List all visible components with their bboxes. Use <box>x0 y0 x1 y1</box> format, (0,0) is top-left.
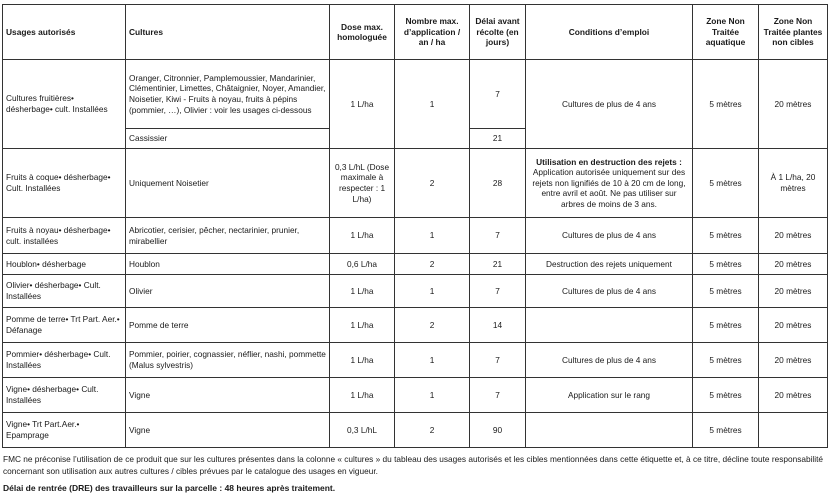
cell-znt-plantes: 20 mètres <box>759 218 828 254</box>
cell-znt-plantes <box>759 413 828 448</box>
header-usage: Usages autorisés <box>3 5 126 60</box>
table-row <box>3 218 828 254</box>
cell-dose: 0,3 L/hL <box>330 413 395 448</box>
table-row <box>3 378 828 413</box>
cell-conditions: Cultures de plus de 4 ans <box>526 343 693 378</box>
header-znt-plantes: Zone Non Traitée plantes non cibles <box>759 5 828 60</box>
cell-dose: 1 L/ha <box>330 308 395 343</box>
cell-usage: Olivier• désherbage• Cult. Installées <box>3 275 126 308</box>
cell-applications: 1 <box>395 60 470 149</box>
cell-conditions <box>526 149 693 218</box>
cell-dose: 1 L/ha <box>330 343 395 378</box>
cell-cultures: Uniquement Noisetier <box>126 149 330 218</box>
cell-znt-aquatique: 5 mètres <box>693 60 759 149</box>
cell-delai: 7 <box>470 218 526 254</box>
cell-conditions: Cultures de plus de 4 ans <box>526 218 693 254</box>
header-dose: Dose max. homologuée <box>330 5 395 60</box>
cell-cultures: Pommier, poirier, cognassier, néflier, nashi, pommette (Malus sylvestris) <box>126 343 330 378</box>
table-row <box>3 413 828 448</box>
disclaimer-note: FMC ne préconise l’utilisation de ce produit que sur les cultures présentes dans la colonne « cultures » du tableau des usages autorisés et les cibles mentionnées dans cette étiquette et, à ce titre, décline toute responsabilité concernant son utilisation aux autres cultures / cibles prévues par le catalogue des usages en vigueur. <box>3 454 824 476</box>
table-row <box>3 60 828 129</box>
cell-znt-plantes: 20 mètres <box>759 378 828 413</box>
cell-cultures: Abricotier, cerisier, pêcher, nectarinier, prunier, mirabellier <box>126 218 330 254</box>
cell-cultures: Cassissier <box>126 129 330 149</box>
cell-usage: Fruits à noyau• désherbage• cult. installées <box>3 218 126 254</box>
cell-znt-aquatique: 5 mètres <box>693 275 759 308</box>
cell-znt-plantes: 20 mètres <box>759 343 828 378</box>
cell-applications: 1 <box>395 343 470 378</box>
cell-usage: Vigne• Trt Part.Aer.• Epamprage <box>3 413 126 448</box>
cell-delai: 14 <box>470 308 526 343</box>
cell-cultures: Olivier <box>126 275 330 308</box>
cell-delai: 90 <box>470 413 526 448</box>
cell-conditions: Cultures de plus de 4 ans <box>526 60 693 149</box>
cell-cultures: Houblon <box>126 254 330 275</box>
cell-znt-plantes: À 1 L/ha, 20 mètres <box>759 149 828 218</box>
header-cultures: Cultures <box>126 5 330 60</box>
table-row <box>3 343 828 378</box>
cell-dose: 1 L/ha <box>330 60 395 149</box>
cell-applications: 2 <box>395 149 470 218</box>
cell-znt-aquatique: 5 mètres <box>693 343 759 378</box>
cell-conditions: Destruction des rejets uniquement <box>526 254 693 275</box>
cell-dose: 1 L/ha <box>330 378 395 413</box>
cell-applications: 2 <box>395 413 470 448</box>
table-row <box>3 254 828 275</box>
cell-cultures: Vigne <box>126 378 330 413</box>
cell-usage: Fruits à coque• désherbage• Cult. Installées <box>3 149 126 218</box>
header-znt-aquatique: Zone Non Traitée aquatique <box>693 5 759 60</box>
cell-usage: Vigne• désherbage• Cult. Installées <box>3 378 126 413</box>
header-delai: Délai avant récolte (en jours) <box>470 5 526 60</box>
cell-cultures: Pomme de terre <box>126 308 330 343</box>
cell-znt-plantes: 20 mètres <box>759 254 828 275</box>
cell-cultures: Vigne <box>126 413 330 448</box>
table-row <box>3 275 828 308</box>
table-row <box>3 149 828 218</box>
cell-delai: 7 <box>470 275 526 308</box>
conditions-text: Application autorisée uniquement sur des rejets non lignifiés de 10 à 20 cm de long, entre avril et août. Ne pas utiliser sur arbres de moins de 3 ans. <box>532 167 686 209</box>
cell-znt-plantes: 20 mètres <box>759 60 828 149</box>
cell-usage: Pomme de terre• Trt Part. Aer.• Défanage <box>3 308 126 343</box>
cell-applications: 1 <box>395 218 470 254</box>
cell-dose: 1 L/ha <box>330 218 395 254</box>
conditions-title: Utilisation en destruction des rejets : <box>536 156 682 167</box>
cell-applications: 1 <box>395 378 470 413</box>
cell-delai: 21 <box>470 129 526 149</box>
cell-znt-aquatique: 5 mètres <box>693 308 759 343</box>
cell-znt-aquatique: 5 mètres <box>693 149 759 218</box>
cell-znt-plantes: 20 mètres <box>759 275 828 308</box>
cell-delai: 28 <box>470 149 526 218</box>
cell-conditions <box>526 308 693 343</box>
table-row <box>3 308 828 343</box>
cell-dose: 0,6 L/ha <box>330 254 395 275</box>
cell-delai: 7 <box>470 343 526 378</box>
header-row <box>3 5 828 60</box>
cell-delai: 7 <box>470 378 526 413</box>
cell-cultures: Oranger, Citronnier, Pamplemoussier, Mandarinier, Clémentinier, Limettes, Châtaignier, Noyer, Amandier, Noisetier, Kiwi - Fruits à noyau, fruits à pépins (pommier, …), Olivier : voir les usages ci-dessous <box>126 60 330 129</box>
cell-usage: Houblon• désherbage <box>3 254 126 275</box>
dre-notice: Délai de rentrée (DRE) des travailleurs sur la parcelle : 48 heures après traitement. <box>3 483 336 493</box>
cell-znt-aquatique: 5 mètres <box>693 254 759 275</box>
cell-conditions: Application sur le rang <box>526 378 693 413</box>
cell-applications: 2 <box>395 254 470 275</box>
cell-applications: 1 <box>395 275 470 308</box>
header-conditions: Conditions d’emploi <box>526 5 693 60</box>
cell-delai: 7 <box>470 60 526 129</box>
cell-conditions: Cultures de plus de 4 ans <box>526 275 693 308</box>
cell-usage: Cultures fruitières• désherbage• cult. Installées <box>3 60 126 149</box>
cell-delai: 21 <box>470 254 526 275</box>
cell-dose: 0,3 L/hL (Dose maximale à respecter : 1 L/ha) <box>330 149 395 218</box>
cell-znt-aquatique: 5 mètres <box>693 378 759 413</box>
cell-znt-aquatique: 5 mètres <box>693 413 759 448</box>
cell-applications: 2 <box>395 308 470 343</box>
cell-dose: 1 L/ha <box>330 275 395 308</box>
cell-znt-aquatique: 5 mètres <box>693 218 759 254</box>
header-applications: Nombre max. d’application / an / ha <box>395 5 470 60</box>
cell-usage: Pommier• désherbage• Cult. Installées <box>3 343 126 378</box>
cell-conditions <box>526 413 693 448</box>
cell-znt-plantes: 20 mètres <box>759 308 828 343</box>
usage-table <box>2 4 828 448</box>
